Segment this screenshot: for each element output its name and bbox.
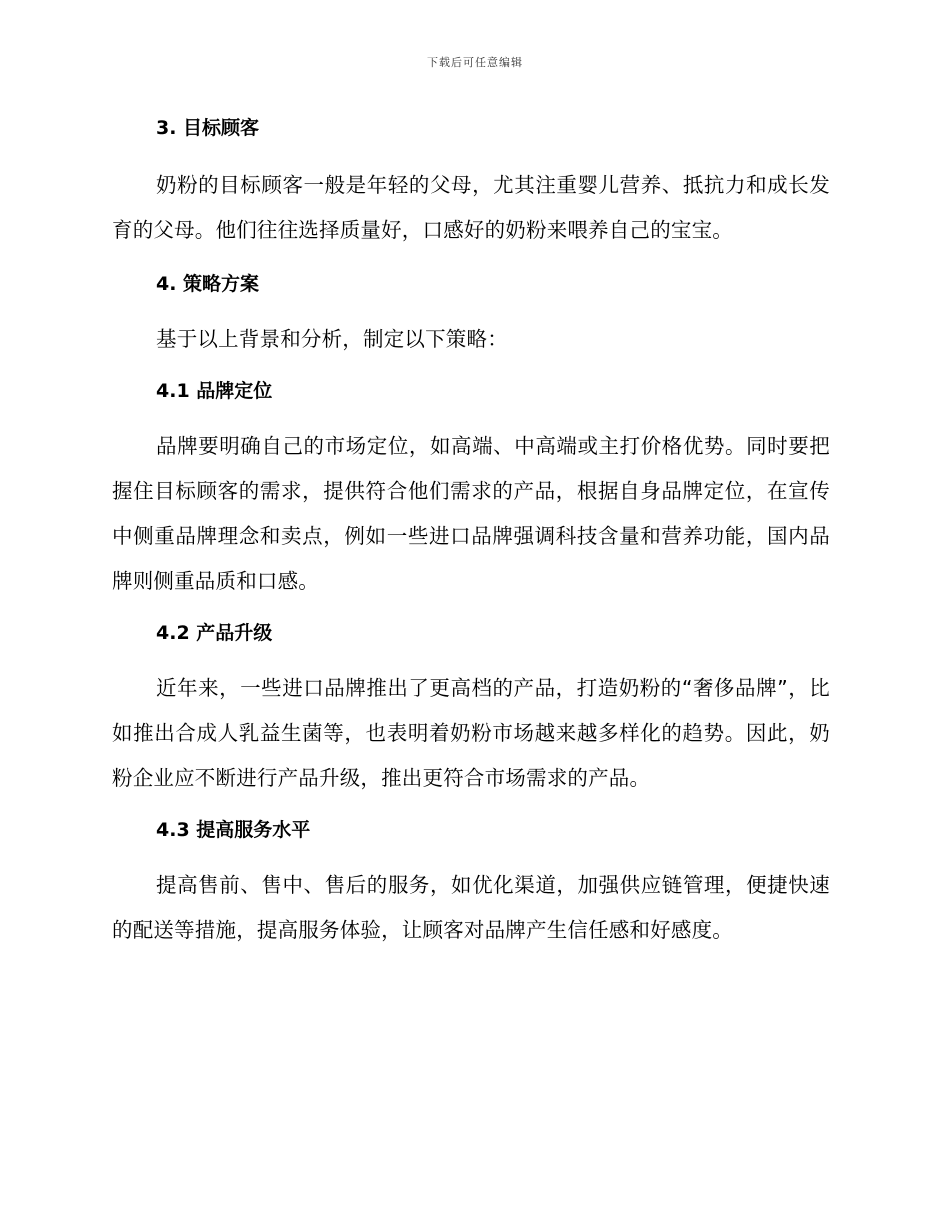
section-4-3-paragraph: 提高售前、售中、售后的服务，如优化渠道，加强供应链管理，便捷快速的配送等措施，提高服务体验，让顾客对品牌产生信任感和好感度。 — [112, 873, 830, 942]
section-4-paragraph: 基于以上背景和分析，制定以下策略： — [156, 327, 508, 351]
section-4-1-heading: 4.1 品牌定位 — [156, 380, 273, 402]
section-4-2-heading: 4.2 产品升级 — [156, 622, 273, 644]
section-4-heading: 4. 策略方案 — [156, 273, 260, 295]
page-header: 下载后可任意编辑 — [427, 56, 523, 69]
section-4-1-paragraph: 品牌要明确自己的市场定位，如高端、中高端或主打价格优势。同时要把握住目标顾客的需求，提供符合他们需求的产品，根据自身品牌定位，在宣传中侧重品牌理念和卖点，例如一些进口品牌强调科技含量和营养功能，国内品牌则侧重品质和口感。 — [112, 434, 830, 593]
section-4-2-paragraph: 近年来，一些进口品牌推出了更高档的产品，打造奶粉的“奢侈品牌”，比如推出合成人乳益生菌等，也表明着奶粉市场越来越多样化的趋势。因此，奶粉企业应不断进行产品升级，推出更符合市场需求的产品。 — [112, 676, 830, 790]
section-3-paragraph: 奶粉的目标顾客一般是年轻的父母，尤其注重婴儿营养、抵抗力和成长发育的父母。他们往往选择质量好，口感好的奶粉来喂养自己的宝宝。 — [112, 173, 830, 242]
section-4-3-heading: 4.3 提高服务水平 — [156, 819, 311, 841]
document-body — [112, 112, 830, 953]
section-3-heading: 3. 目标顾客 — [156, 117, 260, 139]
